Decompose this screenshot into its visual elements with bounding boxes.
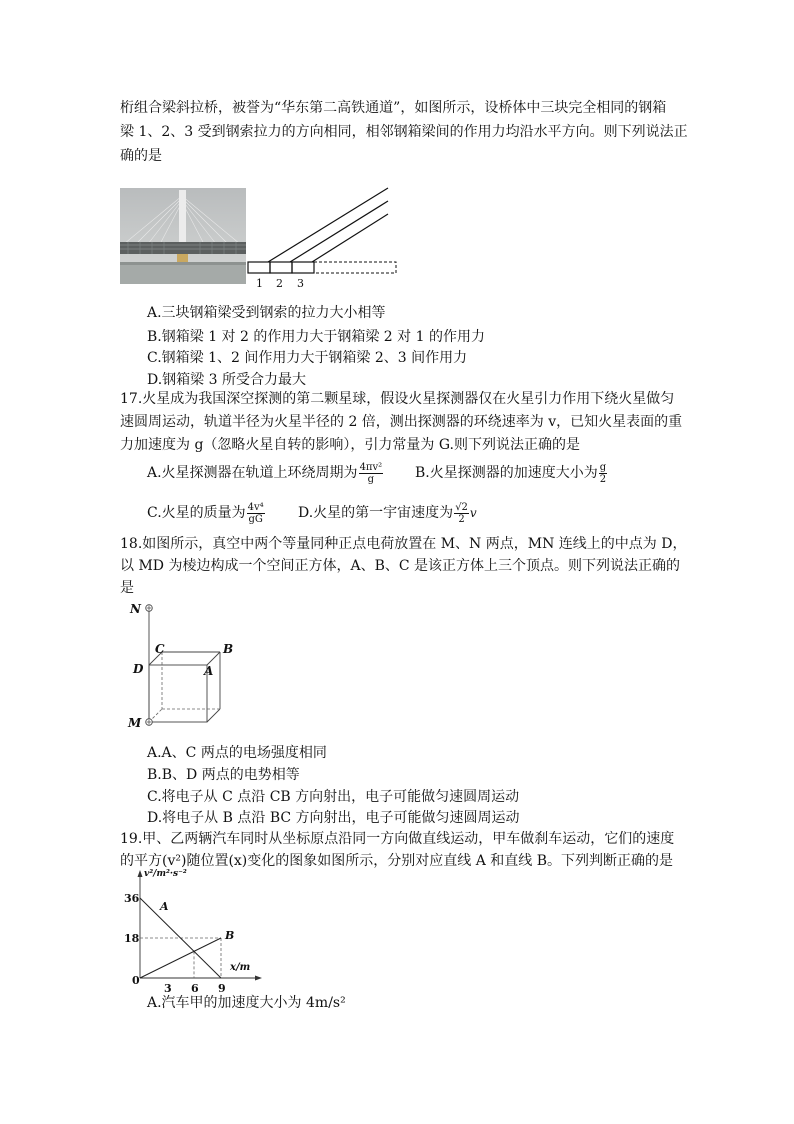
x-tick-9: 9 — [218, 982, 226, 992]
q19-stem-line1: 19.甲、乙两辆汽车同时从坐标原点沿同一方向做直线运动，甲车做刹车运动，它们的速度 — [120, 831, 675, 847]
q16-stem-line3: 确的是 — [120, 148, 162, 164]
series-label-A: A — [160, 899, 169, 913]
box-label-2: 2 — [276, 277, 283, 290]
x-axis-label: x/m — [230, 962, 251, 973]
q17-d-denominator: 2 — [458, 513, 465, 525]
q18-option-b: B.B、D 两点的电势相等 — [147, 767, 300, 783]
label-M: M — [128, 716, 142, 730]
series-line-B — [140, 938, 221, 978]
origin-label: 0 — [132, 974, 140, 987]
q17-c-denominator: gG — [248, 513, 263, 525]
q17-option-d-text: D.火星的第一宇宙速度为 — [298, 505, 454, 521]
q17-option-a-fraction — [359, 462, 384, 485]
q16-stem-line2: 梁 1、2、3 受到钢索拉力的方向相同，相邻钢箱梁间的作用力均沿水平方向。则下列说法正 — [120, 124, 688, 140]
q19-stem-line2: 的平方(v²)随位置(x)变化的图象如图所示，分别对应直线 A 和直线 B。下列判断正确的是 — [120, 853, 674, 869]
q19-v2-x-chart — [118, 866, 268, 996]
series-label-B: B — [225, 929, 235, 942]
q18-option-c: C.将电子从 C 点沿 CB 方向射出，电子可能做匀速圆周运动 — [147, 789, 520, 805]
q18-option-a: A.A、C 两点的电场强度相同 — [147, 745, 327, 761]
q17-option-b-text: B.火星探测器的加速度大小为 — [415, 465, 598, 481]
q17-option-b — [415, 460, 608, 486]
y-axis-label: v²/m²·s⁻² — [144, 869, 187, 879]
x-tick-3: 3 — [164, 982, 172, 992]
q17-option-c-text: C.火星的质量为 — [147, 505, 246, 521]
q17-b-numerator: g — [599, 461, 607, 473]
q17-option-c — [147, 500, 266, 526]
q16-option-a: A.三块钢箱梁受到钢索的拉力大小相等 — [147, 305, 386, 321]
x-tick-6: 6 — [191, 982, 199, 992]
q16-option-d: D.钢箱梁 3 所受合力最大 — [147, 372, 306, 388]
q17-stem-line2: 速圆周运动，轨道半径为火星半径的 2 倍，测出探测器的环绕速率为 v，已知火星表面的重 — [120, 414, 683, 430]
q17-d-tail: v — [469, 506, 477, 520]
y-tick-36: 36 — [124, 892, 140, 905]
box-label-3: 3 — [297, 277, 304, 290]
q18-stem-line2: 以 MD 为棱边构成一个空间正方体，A、B、C 是该正方体上三个顶点。则下列说法正确的 — [120, 558, 681, 574]
q16-stem-line1: 桁组合梁斜拉桥，被誉为“华东第二高铁通道”，如图所示，设桥体中三块完全相同的钢箱 — [120, 100, 667, 116]
q17-option-b-fraction — [599, 462, 607, 485]
q17-option-c-fraction — [247, 502, 265, 525]
label-N: N — [130, 602, 141, 616]
q16-option-c: C.钢箱梁 1、2 间作用力大于钢箱梁 2、3 间作用力 — [147, 350, 468, 366]
q18-cube-diagram — [124, 600, 244, 736]
label-B: B — [223, 642, 234, 656]
q17-stem-line3: 力加速度为 g（忽略火星自转的影响），引力常量为 G.则下列说法正确的是 — [120, 437, 580, 453]
q17-d-numerator: √2 — [455, 501, 468, 513]
q18-stem-line3: 是 — [120, 580, 134, 596]
q17-a-denominator: g — [367, 473, 375, 485]
q17-option-d-fraction — [454, 502, 469, 525]
q18-stem-line1: 18.如图所示，真空中两个等量同种正点电荷放置在 M、N 两点，MN 连线上的中点为 D， — [120, 536, 687, 552]
label-C: C — [155, 642, 165, 656]
q17-a-numerator: 4πv² — [359, 461, 383, 473]
q17-stem-line1: 17.火星成为我国深空探测的第二颗星球，假设火星探测器仅在火星引力作用下绕火星做匀 — [120, 391, 675, 407]
q16-option-b: B.钢箱梁 1 对 2 的作用力大于钢箱梁 2 对 1 的作用力 — [147, 329, 485, 345]
q17-option-a-text: A.火星探测器在轨道上环绕周期为 — [147, 465, 358, 481]
q19-option-a: A.汽车甲的加速度大小为 4m/s² — [147, 995, 346, 1011]
q18-option-d: D.将电子从 B 点沿 BC 方向射出，电子可能做匀速圆周运动 — [147, 810, 520, 826]
label-D: D — [133, 662, 144, 676]
label-A: A — [204, 664, 214, 678]
y-tick-18: 18 — [124, 932, 140, 945]
q17-c-numerator: 4v⁴ — [247, 501, 264, 513]
box-label-1: 1 — [256, 277, 263, 290]
v2-x-chart-svg — [118, 866, 268, 992]
bridge-photo — [120, 188, 246, 284]
q17-b-denominator: 2 — [599, 473, 607, 485]
q16-diagram — [246, 184, 406, 296]
q17-option-a — [147, 460, 384, 486]
q17-option-d — [298, 500, 477, 526]
